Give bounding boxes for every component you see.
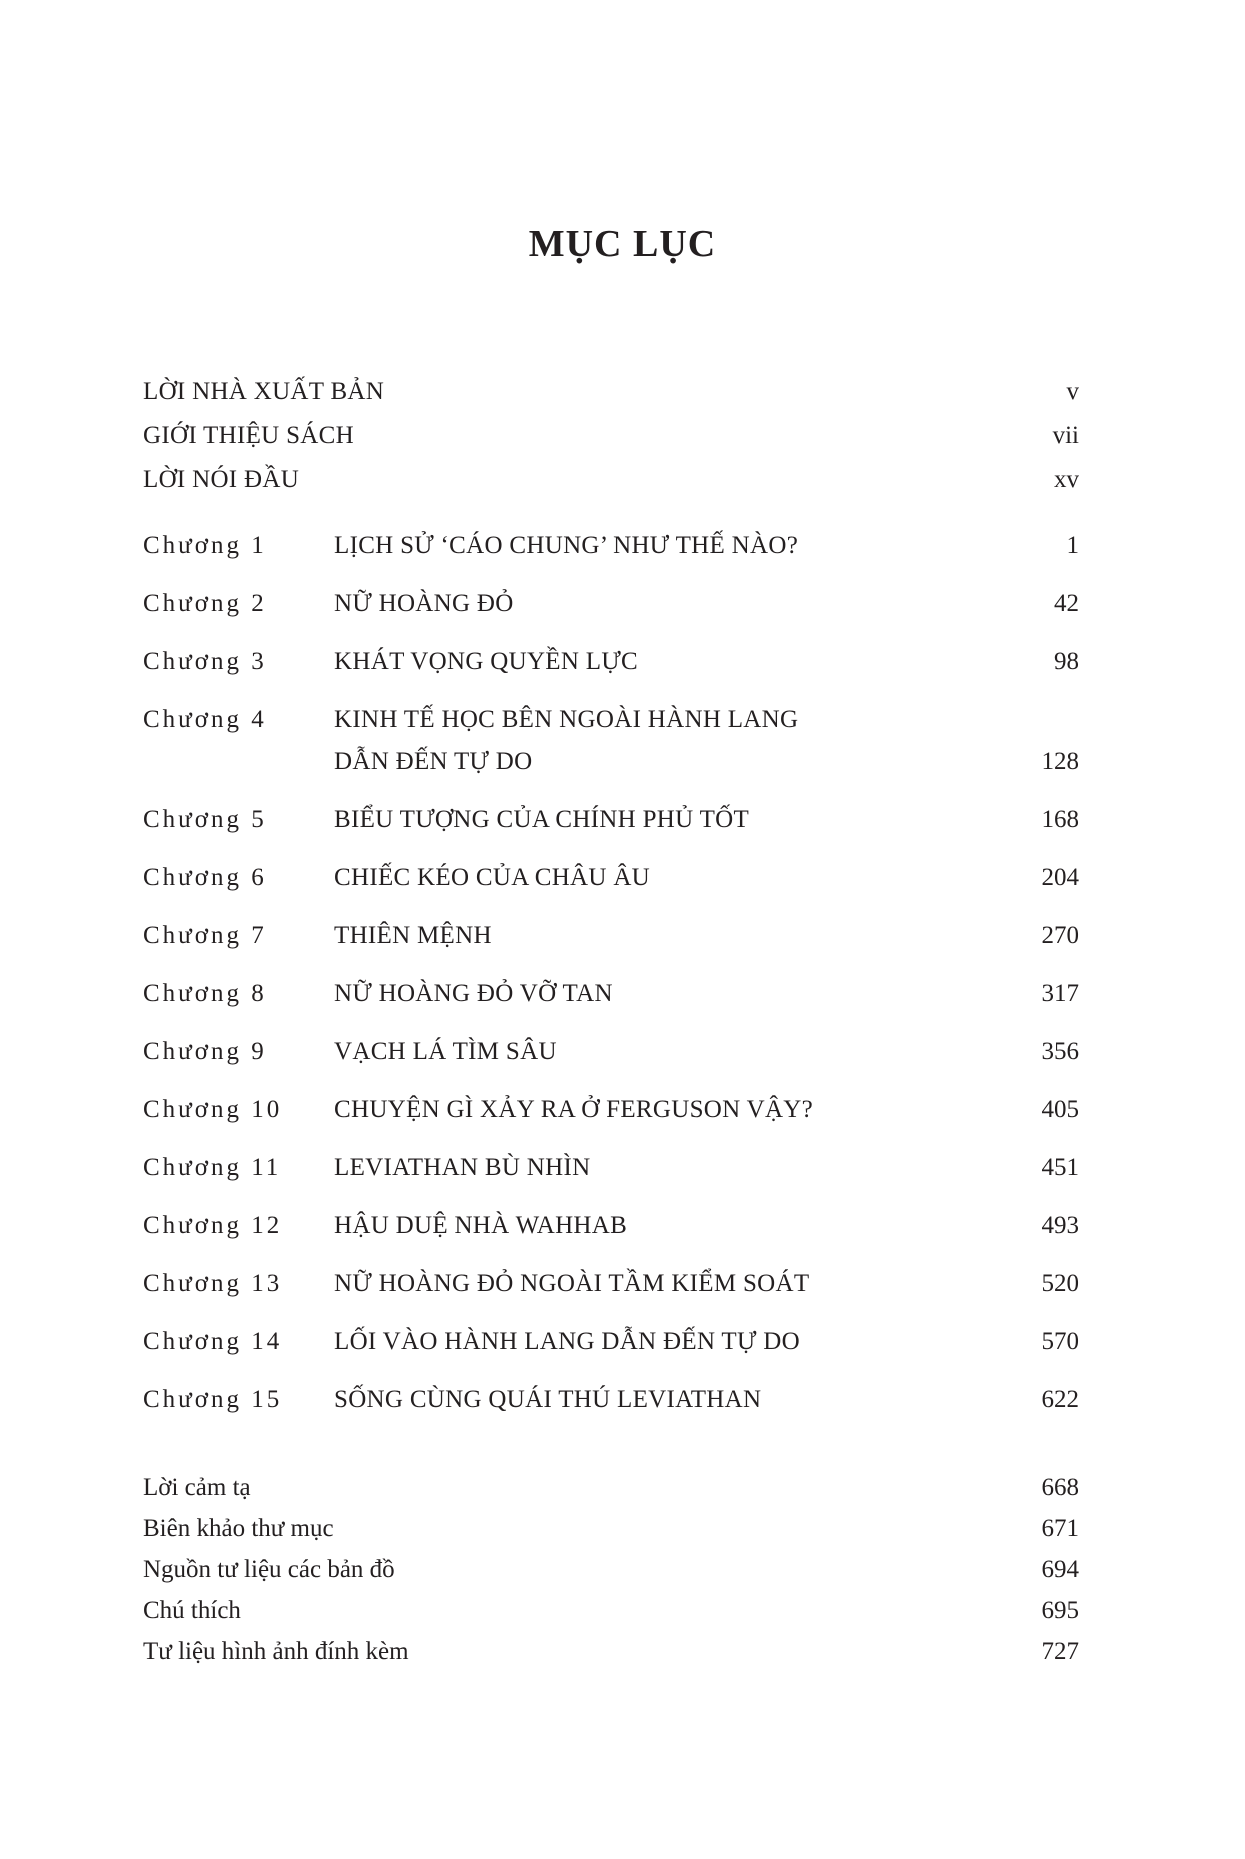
table-of-contents xyxy=(143,0,1079,1859)
chapter-number: Chương 1 xyxy=(143,532,267,559)
entry-page: 405 xyxy=(1041,1096,1079,1123)
entry-title: LỜI NÓI ĐẦU xyxy=(143,466,300,493)
toc-entry-chapter[interactable] xyxy=(143,704,1079,778)
entry-title: Biên khảo thư mục xyxy=(143,1515,334,1542)
chapter-number: Chương 7 xyxy=(143,922,267,949)
entry-page: 671 xyxy=(1041,1515,1079,1542)
chapter-number: Chương 12 xyxy=(143,1212,283,1239)
entry-title: Chú thích xyxy=(143,1597,241,1624)
chapter-number: Chương 14 xyxy=(143,1328,283,1355)
entry-page: 520 xyxy=(1041,1270,1079,1297)
chapter-number: Chương 5 xyxy=(143,806,267,833)
chapter-number: Chương 6 xyxy=(143,864,267,891)
chapter-title: NỮ HOÀNG ĐỎ VỠ TAN xyxy=(334,980,613,1007)
chapter-title: NỮ HOÀNG ĐỎ NGOÀI TẦM KIỂM SOÁT xyxy=(334,1270,810,1297)
chapter-title-line2: DẪN ĐẾN TỰ DO xyxy=(334,748,533,775)
entry-page: 317 xyxy=(1041,980,1079,1007)
chapter-title: KHÁT VỌNG QUYỀN LỰC xyxy=(334,648,639,675)
entry-page: 42 xyxy=(1054,590,1079,617)
chapter-number: Chương 15 xyxy=(143,1386,283,1413)
chapter-title: NỮ HOÀNG ĐỎ xyxy=(334,590,514,617)
chapter-title: VẠCH LÁ TÌM SÂU xyxy=(334,1038,557,1065)
entry-title: Lời cảm tạ xyxy=(143,1474,251,1501)
entry-page: 668 xyxy=(1041,1474,1079,1501)
entry-page: 570 xyxy=(1041,1328,1079,1355)
entry-page: 622 xyxy=(1041,1386,1079,1413)
entry-page: 270 xyxy=(1041,922,1079,949)
chapter-number: Chương 10 xyxy=(143,1096,283,1123)
entry-page: 451 xyxy=(1041,1154,1079,1181)
entry-page: 694 xyxy=(1041,1556,1079,1583)
chapter-number: Chương 4 xyxy=(143,706,267,733)
entry-page: 128 xyxy=(1041,748,1079,775)
entry-page: 1 xyxy=(1066,532,1079,559)
entry-title: Nguồn tư liệu các bản đồ xyxy=(143,1556,395,1583)
entry-title: Tư liệu hình ảnh đính kèm xyxy=(143,1638,409,1665)
entry-page: 204 xyxy=(1041,864,1079,891)
entry-title: GIỚI THIỆU SÁCH xyxy=(143,422,354,449)
entry-page: v xyxy=(1066,378,1079,405)
entry-page: 356 xyxy=(1041,1038,1079,1065)
entry-page: xv xyxy=(1054,466,1079,493)
chapter-title: LỊCH SỬ ‘CÁO CHUNG’ NHƯ THẾ NÀO? xyxy=(334,532,799,559)
entry-page: 695 xyxy=(1041,1597,1079,1624)
chapter-title: HẬU DUỆ NHÀ WAHHAB xyxy=(334,1212,628,1239)
page-title: MỤC LỤC xyxy=(528,223,717,266)
chapter-title: SỐNG CÙNG QUÁI THÚ LEVIATHAN xyxy=(334,1386,762,1413)
chapter-title: CHUYỆN GÌ XẢY RA Ở FERGUSON VẬY? xyxy=(334,1096,814,1123)
chapter-number: Chương 3 xyxy=(143,648,267,675)
chapter-title: CHIẾC KÉO CỦA CHÂU ÂU xyxy=(334,864,651,891)
chapter-number: Chương 8 xyxy=(143,980,267,1007)
entry-title: LỜI NHÀ XUẤT BẢN xyxy=(143,378,385,405)
chapter-number: Chương 2 xyxy=(143,590,267,617)
chapter-number: Chương 13 xyxy=(143,1270,283,1297)
entry-page: 493 xyxy=(1041,1212,1079,1239)
entry-page: vii xyxy=(1052,422,1079,449)
entry-page: 727 xyxy=(1041,1638,1079,1665)
chapter-title: KINH TẾ HỌC BÊN NGOÀI HÀNH LANG xyxy=(334,706,799,733)
chapter-number: Chương 9 xyxy=(143,1038,267,1065)
chapter-title: LỐI VÀO HÀNH LANG DẪN ĐẾN TỰ DO xyxy=(334,1328,800,1355)
entry-page: 168 xyxy=(1041,806,1079,833)
chapter-title: LEVIATHAN BÙ NHÌN xyxy=(334,1154,591,1181)
chapter-title: THIÊN MỆNH xyxy=(334,922,492,949)
chapter-number: Chương 11 xyxy=(143,1154,282,1181)
entry-page: 98 xyxy=(1054,648,1079,675)
chapter-title: BIỂU TƯỢNG CỦA CHÍNH PHỦ TỐT xyxy=(334,806,750,833)
